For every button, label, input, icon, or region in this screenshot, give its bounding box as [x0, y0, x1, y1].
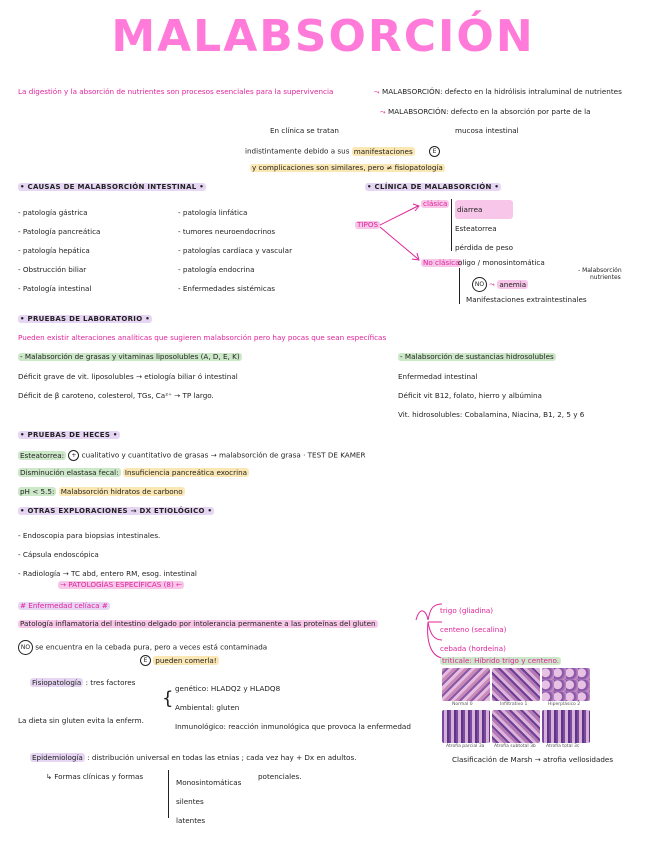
causas-col2 — [178, 203, 292, 298]
lab-right-1: Enfermedad intestinal — [398, 372, 478, 381]
panel-label: Hiperplásico 2 — [548, 702, 581, 707]
formas-label: ↳ Formas clínicas y formas — [46, 772, 144, 781]
lab-left-2: Déficit de β caroteno, colesterol, TGs, Ca²⁺ → TP largo. — [18, 391, 214, 400]
clasica-item: pérdida de peso — [455, 243, 514, 252]
anemia-text: anemia — [499, 279, 527, 289]
brace-icon: { — [162, 688, 174, 709]
histology-image — [492, 710, 540, 743]
causas-col1 — [18, 203, 100, 298]
side-note — [578, 268, 622, 282]
gluten-source: trigo (gliadina) — [440, 606, 494, 615]
lab-right-2: Déficit vit B12, folato, hierro y albúmina — [398, 391, 542, 400]
elastasa-text: Insuficiencia pancreática exocrina — [124, 468, 248, 477]
otras-list — [18, 526, 197, 583]
panel-label: Atrofia subtotal 3b — [494, 744, 536, 749]
histology-image — [542, 668, 590, 701]
circled-e-icon: E — [429, 146, 440, 157]
causa-item: - patologías cardíaca y vascular — [178, 246, 293, 255]
tipos-label: TIPOS — [357, 220, 379, 229]
lab-left-1: Déficit grave de vit. liposolubles → etiología biliar ó intestinal — [18, 372, 238, 381]
comerla-line — [140, 655, 219, 666]
esteatorrea-text: cualitativo y cuantitativo de grasas → malabsorción de grasa · TEST DE KAMER — [81, 450, 366, 460]
forma-item: silentes — [176, 797, 204, 806]
no-clasica-item-3: Manifestaciones extraintestinales — [466, 295, 587, 304]
histology-image — [492, 668, 540, 701]
forma-item: latentes — [176, 816, 206, 825]
indistinto-text: indistintamente debido a sus — [245, 146, 350, 156]
def-absorcion — [380, 108, 591, 116]
causa-item: - patología gástrica — [18, 208, 88, 217]
clinica-tratan: En clínica se tratan — [270, 126, 339, 135]
ph-text: Malabsorción hidratos de carbono — [60, 487, 183, 496]
cebada-line — [18, 640, 267, 655]
forma-item: Monosintomáticas — [176, 778, 242, 787]
plus-circle-icon: + — [68, 450, 79, 461]
no-clasica-bar — [459, 268, 460, 304]
ph-line — [18, 488, 185, 496]
indistinto-line — [245, 146, 440, 157]
mucosa-text: mucosa intestinal — [455, 126, 519, 135]
panel-label: Atrofia parcial 3a — [446, 744, 485, 749]
panel-label: Normal 0 — [452, 702, 473, 707]
no-clasica-item-1: oligo / monosintomática — [458, 258, 545, 267]
arrow-icon: ⤳ — [380, 107, 389, 116]
factor-item: Ambiental: gluten — [175, 703, 240, 712]
manifestaciones-text: manifestaciones — [353, 146, 413, 156]
causa-item: - Patología pancreática — [18, 227, 101, 236]
elastasa-label: Disminución elastasa fecal: — [20, 468, 119, 477]
lab-intro: Pueden existir alteraciones analíticas que sugieren malabsorción pero hay pocas que sean específicas — [18, 333, 387, 342]
side-note-2: nutrientes — [590, 273, 621, 281]
clasica-label: clásica — [423, 199, 448, 208]
clasica-bar — [451, 199, 452, 251]
clasica-item: diarrea — [455, 200, 513, 219]
elastasa-line — [18, 469, 249, 477]
gluten-sources — [440, 601, 507, 658]
arrow-icon: ⤳ — [489, 279, 496, 289]
formas-list — [176, 773, 241, 830]
complicaciones-line: y complicaciones son similares, pero ≠ fisiopatología — [252, 163, 443, 172]
def-text-2: MALABSORCIÓN: defecto en la absorción por parte de la — [388, 107, 591, 116]
clinica-heading: • CLÍNICA DE MALABSORCIÓN • — [367, 183, 500, 191]
esteatorrea-label: Esteatorrea: — [20, 450, 65, 460]
heces-heading: • PRUEBAS DE HECES • — [20, 431, 118, 439]
factor-item: genético: HLADQ2 y HLADQ8 — [175, 684, 281, 693]
esteatorrea-line — [18, 450, 365, 461]
factores-list — [175, 679, 411, 736]
causa-item: - Obstrucción biliar — [18, 265, 87, 274]
otras-item: - Endoscopia para biopsias intestinales. — [18, 531, 161, 540]
causa-item: - patología linfática — [178, 208, 248, 217]
fisiopato-text: : tres factores — [85, 678, 136, 687]
otras-item: - Cápsula endoscópica — [18, 550, 99, 559]
potenciales-text: potenciales. — [258, 772, 302, 781]
otras-heading: • OTRAS EXPLORACIONES → DX ETIOLÓGICO • — [20, 507, 213, 515]
histology-image — [442, 710, 490, 743]
fisiopato-line — [30, 679, 135, 687]
epidemio-line — [30, 754, 356, 762]
lab-heading: • PRUEBAS DE LABORATORIO • — [20, 315, 150, 323]
intro-line: La digestión y la absorción de nutrientes son procesos esenciales para la supervivencia — [18, 87, 334, 96]
causa-item: - patología hepática — [18, 246, 90, 255]
def-text-1: MALABSORCIÓN: defecto en la hidrólisis intraluminal de nutrientes — [382, 87, 622, 96]
dieta-text: La dieta sin gluten evita la enferm. — [18, 716, 144, 725]
page-title: MALABSORCIÓN — [111, 11, 535, 62]
no-circle-icon: NO — [472, 277, 487, 292]
clasica-item: Esteatorrea — [455, 224, 497, 233]
no-anemia — [472, 277, 528, 292]
side-note-1: - Malabsorción — [578, 267, 622, 274]
lab-right-head: - Malabsorción de sustancias hidrosolubles — [400, 352, 554, 361]
no-circle-icon: NO — [18, 640, 33, 655]
panel-label: Infiltrativo 1 — [500, 702, 528, 707]
ph-label: pH < 5.5: — [20, 487, 55, 496]
gluten-source-triticale: triticale: Híbrido trigo y centeno. — [442, 656, 560, 665]
factor-item: Inmunológico: reacción inmunológica que provoca la enfermedad — [175, 722, 411, 731]
def-hidrolisis — [374, 88, 622, 96]
arrow-icon: ⤳ — [374, 87, 383, 96]
gluten-source: cebada (hordeína) — [440, 644, 506, 653]
otras-item: - Radiología → TC abd, entero RM, esog. intestinal — [18, 569, 197, 578]
fisiopato-label: Fisiopatología — [32, 678, 82, 687]
clasica-list — [455, 200, 513, 257]
patologias-especificas: → PATOLOGÍAS ESPECÍFICAS (8) ← — [60, 580, 183, 589]
causa-item: - Patología intestinal — [18, 284, 92, 293]
comerla-text: pueden comerla! — [155, 655, 217, 665]
tipos-arrows — [378, 203, 428, 265]
lab-right-3: Vit. hidrosolubles: Cobalamina, Niacina, B1, 2, 5 y 6 — [398, 410, 585, 419]
causa-item: - Enfermedades sistémicas — [178, 284, 275, 293]
celiaca-heading: # Enfermedad celíaca # — [20, 601, 108, 610]
celiaca-def: Patología inflamatoria del intestino delgado por intolerancia permanente a las proteínas del gluten — [20, 619, 376, 628]
cebada-text: se encuentra en la cebada pura, pero a veces está contaminada — [35, 642, 268, 652]
histology-image — [442, 668, 490, 701]
marsh-caption: Clasificación de Marsh → atrofia vellosidades — [452, 755, 614, 764]
gluten-source: centeno (secalina) — [440, 625, 507, 634]
panel-label: Atrofia total 3c — [546, 744, 580, 749]
epidemio-text: : distribución universal en todas las etnias ; cada vez hay + Dx en adultos. — [87, 753, 357, 762]
circled-e-icon: E — [140, 655, 151, 666]
epidemio-label: Epidemiología — [32, 753, 83, 762]
formas-bar — [168, 770, 169, 818]
causa-item: - tumores neuroendocrinos — [178, 227, 276, 236]
causa-item: - patología endocrina — [178, 265, 255, 274]
histology-image — [542, 710, 590, 743]
causas-heading: • CAUSAS DE MALABSORCIÓN INTESTINAL • — [20, 183, 205, 191]
lab-left-head: - Malabsorción de grasas y vitaminas liposolubles (A, D, E, K) — [20, 352, 240, 361]
no-clasica-label: No clásica — [423, 258, 460, 267]
